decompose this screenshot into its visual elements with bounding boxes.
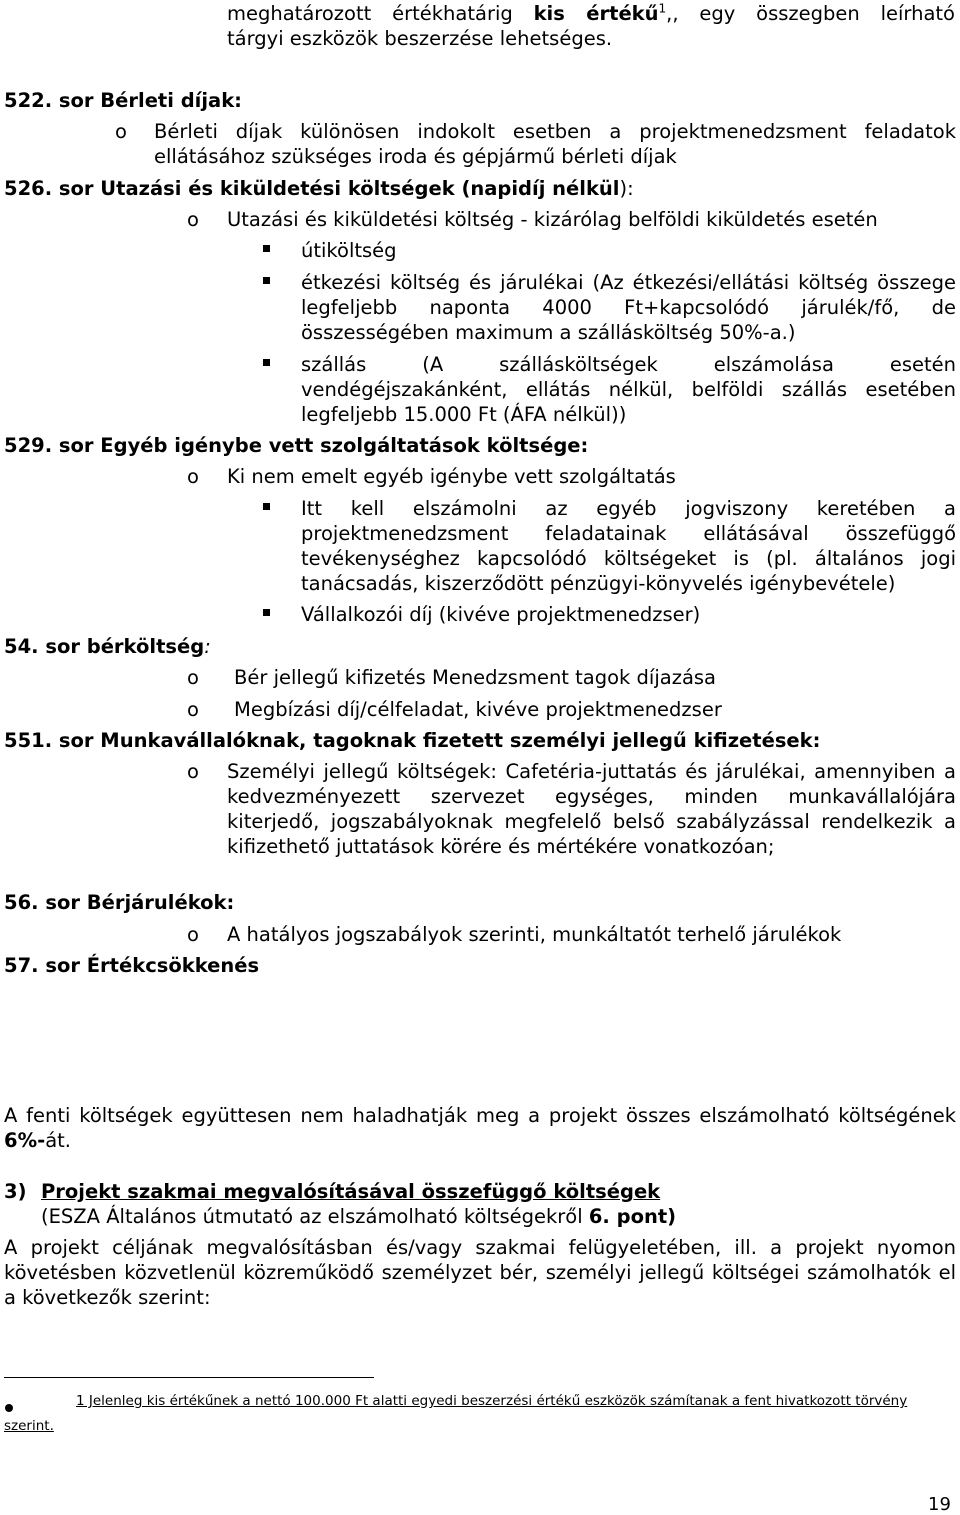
section-3-title: Projekt szakmai megvalósításával összefüggő költségek bbox=[41, 1180, 661, 1203]
section-526-item: Utazási és kiküldetési költség - kizárólag belföldi kiküldetés esetén bbox=[227, 208, 878, 231]
top-paragraph-line2: tárgyi eszközök beszerzése lehetséges. bbox=[227, 27, 613, 50]
square-bullet-icon bbox=[263, 245, 270, 252]
section-529-sub-item: Itt kell elszámolni az egyéb jogviszony keretében a projektmenedzsment feladatainak ellátásával összefüggő tevékenységhez kapcsolódó költségeket is (pl. általános jogi tanácsadás, kiszerződött pénzügyi-könyvelés igénybevétele) bbox=[301, 497, 956, 595]
section-56-item: A hatályos jogszabályok szerinti, munkáltatót terhelő járulékok bbox=[227, 923, 842, 946]
top-paragraph-line1: meghatározott értékhatárig kis értékű$^1$,, egy összegben leírható bbox=[227, 1, 955, 25]
section-3-number: 3) bbox=[4, 1180, 27, 1203]
section-526-sub-item: útiköltség bbox=[301, 239, 397, 262]
summary-paragraph: A fenti költségek együttesen nem haladhatják meg a projekt összes elszámolható költségének 6%-át. bbox=[4, 1104, 956, 1152]
section-54-heading: 54. sor bérköltség: bbox=[4, 635, 211, 658]
section-551-heading: 551. sor Munkavállalóknak, tagoknak fizetett személyi jellegű kifizetések: bbox=[4, 729, 821, 752]
circle-bullet-icon: o bbox=[187, 208, 199, 231]
square-bullet-icon bbox=[263, 359, 270, 366]
section-522-heading: 522. sor Bérleti díjak: bbox=[4, 89, 242, 112]
circle-bullet-icon: o bbox=[187, 666, 199, 689]
circle-bullet-icon: o bbox=[187, 923, 199, 946]
footnote-ref: 1 bbox=[658, 1, 667, 16]
section-526-sub-item: étkezési költség és járulékai (Az étkezési/ellátási költség összege legfeljebb naponta 4000 Ft+kapcsolódó járulék/fő, de összességében maximum a szállásköltség 50%-a.) bbox=[301, 271, 956, 344]
section-3-paragraph: A projekt céljának megvalósításban és/vagy szakmai felügyeletében, ill. a projekt nyomon követésben közvetlenül közreműködő személyzet bér, személyi jellegű költségei számolhatók el a következők szerint: bbox=[4, 1236, 956, 1309]
section-526-heading: 526. sor Utazási és kiküldetési költségek (napidíj nélkül): bbox=[4, 177, 634, 200]
section-54-item: Megbízási díj/célfeladat, kivéve projektmenedzser bbox=[234, 698, 722, 721]
square-bullet-icon bbox=[263, 277, 270, 284]
circle-bullet-icon: o bbox=[187, 698, 199, 721]
circle-bullet-icon: o bbox=[187, 760, 199, 783]
section-56-heading: 56. sor Bérjárulékok: bbox=[4, 891, 235, 914]
footnote-dot-icon bbox=[5, 1404, 13, 1412]
section-529-heading: 529. sor Egyéb igénybe vett szolgáltatások költsége: bbox=[4, 434, 589, 457]
section-57-heading: 57. sor Értékcsökkenés bbox=[4, 954, 260, 977]
section-3-reference: (ESZA Általános útmutató az elszámolható költségekről 6. pont) bbox=[41, 1205, 677, 1228]
section-529-item: Ki nem emelt egyéb igénybe vett szolgáltatás bbox=[227, 465, 676, 488]
footnote-line2: szerint. bbox=[4, 1418, 54, 1434]
footnote-separator bbox=[4, 1377, 374, 1378]
section-529-sub-item: Vállalkozói díj (kivéve projektmenedzser) bbox=[301, 603, 701, 626]
circle-bullet-icon: o bbox=[115, 120, 127, 143]
circle-bullet-icon: o bbox=[187, 465, 199, 488]
page-number: 19 bbox=[928, 1494, 951, 1515]
footnote-line1: 1 Jelenleg kis értékűnek a nettó 100.000 Ft alatti egyedi beszerzési értékű eszközök számítanak a fent hivatkozott törvény bbox=[76, 1393, 908, 1409]
square-bullet-icon bbox=[263, 609, 270, 616]
section-522-item: Bérleti díjak különösen indokolt esetben a projektmenedzsment feladatok ellátásához szükséges iroda és gépjármű bérleti díjak bbox=[154, 120, 956, 168]
section-551-item: Személyi jellegű költségek: Cafetéria-juttatás és járulékai, amennyiben a kedvezményezett szervezet egységes, minden munkavállalójára kiterjedő, jogszabályoknak megfelelő belső szabályzással rendelkezik a kifizethető juttatások körére és mértékére vonatkozóan; bbox=[227, 760, 956, 858]
section-526-sub-item: szállás (A szállásköltségek elszámolása esetén vendégéjszakánként, ellátás nélkül, belföldi szállás esetében legfeljebb 15.000 Ft (ÁFA nélkül)) bbox=[301, 353, 956, 426]
section-54-item: Bér jellegű kifizetés Menedzsment tagok díjazása bbox=[234, 666, 716, 689]
square-bullet-icon bbox=[263, 503, 270, 510]
